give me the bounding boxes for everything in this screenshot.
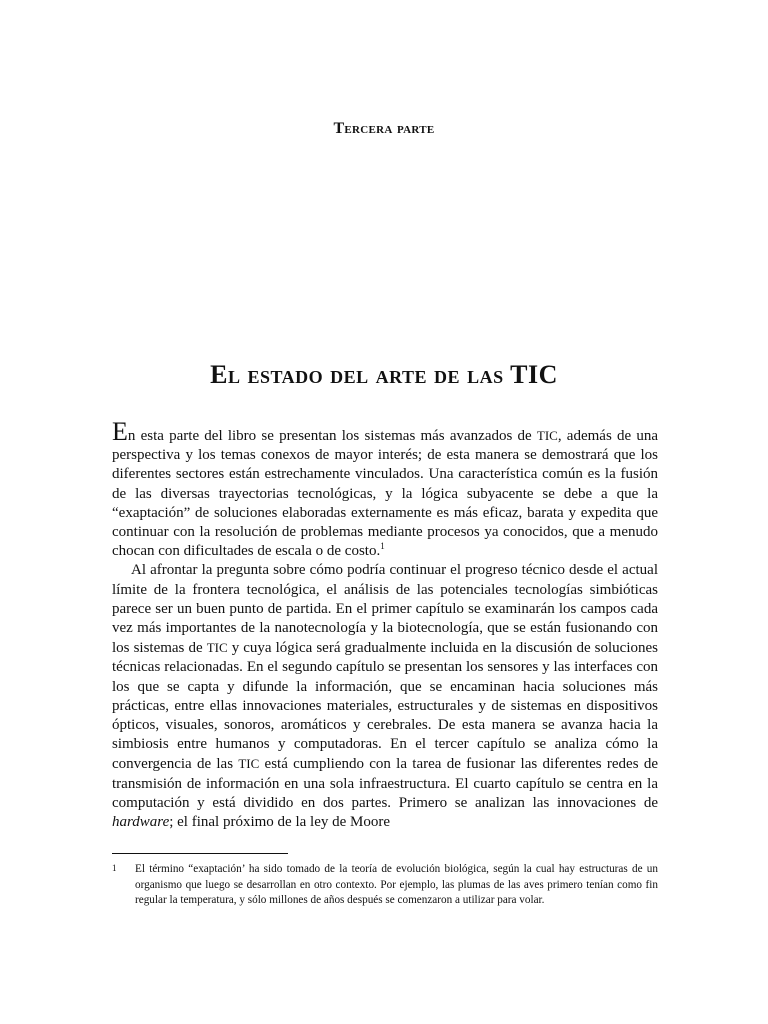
acronym-tic: TIC xyxy=(536,428,558,443)
para2-text-3: está cumpliendo con la tarea de fusionar las diferentes redes de transmisión de información en una sola infraestructura. El cuarto capítulo se centra en la computación y está dividido en dos partes. Primero se analizan las innovaciones de xyxy=(112,756,658,811)
footnote-text: El término “exaptación’ ha sido tomado de la teoría de evolución biológica, según la cual hay estructuras de un organismo que luego se desarrollan en otro contexto. Por ejemplo, las plumas de las aves primero tenían como fin regular la temperatura, y sólo millones de años después se comenzaron a utilizar para volar. xyxy=(135,863,658,907)
acronym-tic: TIC xyxy=(238,756,260,772)
footnote-reference[interactable]: 1 xyxy=(380,541,385,552)
para2-text-4: ; el final próximo de la ley de Moore xyxy=(169,814,391,831)
acronym-tic: TIC xyxy=(206,640,228,656)
part-title: Tercera parte xyxy=(333,120,435,137)
body-text xyxy=(112,417,658,832)
footnote-divider xyxy=(112,853,288,854)
intro-text-2: , además de una perspectiva y los temas conexos de mayor interés; de esta manera se demostrará que los diferentes sectores están estrechamente vinculados. Una característica común es la fusión de las diversas trayectorias tecnológicas, y la lógica subyacente se debe a que la “exaptación” de soluciones elaboradas externamente es más eficaz, barata y expedita que continuar con la resolución de problemas mediante procesos ya conocidos, que a menudo chocan con dificultades de escala o de costo. xyxy=(112,428,658,560)
para2-text-2: y cuya lógica será gradualmente incluida en la discusión de soluciones técnicas relacionadas. En el segundo capítulo se presentan los sensores y las interfaces con los que se capta y difunde la información, que se encaminan hacia soluciones más prácticas, entre ellas innovaciones materiales, estructurales y de sistemas en dispositivos ópticos, visuales, sonoros, aromáticos y cerebrales. De esta manera se avanza hacia la simbiosis entre humanos y computadoras. En el tercer capítulo se analiza cómo la convergencia de las xyxy=(112,640,658,773)
footnote xyxy=(112,862,658,909)
second-paragraph xyxy=(112,561,658,832)
italic-term: hardware xyxy=(112,814,170,831)
footnote-mark: 1 xyxy=(112,863,117,873)
para2-text-1: Al afrontar la pregunta sobre cómo podría continuar el progreso técnico desde el actual límite de la frontera tecnológica, el análisis de las potenciales tecnologías simbióticas parece ser un buen punto de partida. En el primer capítulo se examinarán los campos cada vez más importantes de la nanotecnología y la biotecnología, que se están fusionando con los sistemas de xyxy=(112,562,658,657)
intro-paragraph xyxy=(112,417,658,561)
drop-cap: E xyxy=(112,417,128,446)
section-title: El estado del arte de las TIC xyxy=(210,360,558,389)
intro-text-1: n esta parte del libro se presentan los sistemas más avanzados de xyxy=(127,428,537,444)
